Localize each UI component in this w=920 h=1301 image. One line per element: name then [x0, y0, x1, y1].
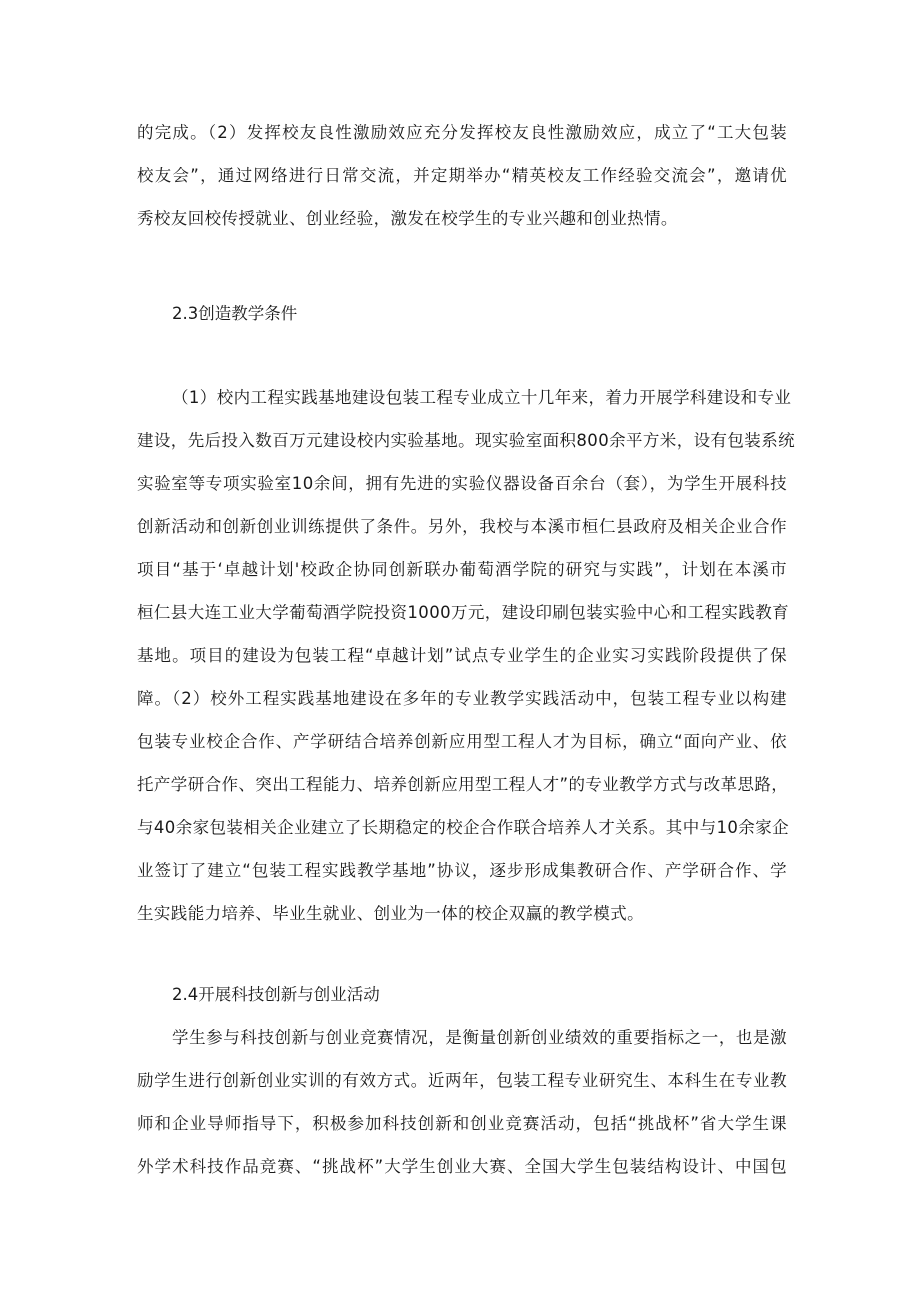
section-heading: 2.3创造教学条件 [172, 304, 298, 323]
paragraph-line: 基地。项目的建设为包装工程“卓越计划”试点专业学生的企业实习实践阶段提供了保 [137, 646, 787, 665]
paragraph-line: 障。（2）校外工程实践基地建设在多年的专业教学实践活动中，包装工程专业以构建 [137, 689, 787, 708]
paragraph-line: （1）校内工程实践基地建设包装工程专业成立十几年来，着力开展学科建设和专业 [172, 388, 792, 407]
paragraph-line: 包装专业校企合作、产学研结合培养创新应用型工程人才为目标，确立“面向产业、依 [137, 732, 787, 751]
paragraph-line: 外学术科技作品竞赛、“挑战杯”大学生创业大赛、全国大学生包装结构设计、中国包 [137, 1157, 787, 1176]
paragraph-line: 与40余家包装相关企业建立了长期稳定的校企合作联合培养人才关系。其中与10余家企 [137, 818, 789, 837]
paragraph-line: 的完成。（2）发挥校友良性激励效应充分发挥校友良性激励效应，成立了“工大包装 [137, 123, 787, 142]
paragraph-line: 托产学研合作、突出工程能力、培养创新应用型工程人才”的专业教学方式与改革思路， [137, 775, 789, 794]
paragraph-line: 创新活动和创新创业训练提供了条件。另外，我校与本溪市桓仁县政府及相关企业合作 [137, 517, 787, 536]
paragraph-line: 项目“基于‘卓越计划'校政企协同创新联办葡萄酒学院的研究与实践”，计划在本溪市 [137, 560, 787, 579]
paragraph-line: 秀校友回校传授就业、创业经验，激发在校学生的专业兴趣和创业热情。 [137, 209, 678, 228]
paragraph-line: 桓仁县大连工业大学葡萄酒学院投资1000万元，建设印刷包装实验中心和工程实践教育 [137, 603, 789, 622]
paragraph-line: 师和企业导师指导下，积极参加科技创新和创业竞赛活动，包括“挑战杯”省大学生课 [137, 1114, 787, 1133]
paragraph-line: 励学生进行创新创业实训的有效方式。近两年，包装工程专业研究生、本科生在专业教 [137, 1071, 787, 1090]
paragraph-line: 业签订了建立“包装工程实践教学基地”协议，逐步形成集教研合作、产学研合作、学 [137, 861, 787, 880]
paragraph-line: 学生参与科技创新与创业竞赛情况，是衡量创新创业绩效的重要指标之一，也是激 [172, 1028, 787, 1047]
paragraph-line: 建设，先后投入数百万元建设校内实验基地。现实验室面积800余平方米，设有包装系统 [137, 431, 795, 450]
paragraph-line: 校友会”，通过网络进行日常交流，并定期举办“精英校友工作经验交流会”，邀请优 [137, 166, 787, 185]
section-heading: 2.4开展科技创新与创业活动 [172, 985, 380, 1004]
paragraph-line: 实验室等专项实验室10余间，拥有先进的实验仪器设备百余台（套），为学生开展科技 [137, 474, 787, 493]
paragraph-line: 生实践能力培养、毕业生就业、创业为一体的校企双赢的教学模式。 [137, 904, 644, 923]
